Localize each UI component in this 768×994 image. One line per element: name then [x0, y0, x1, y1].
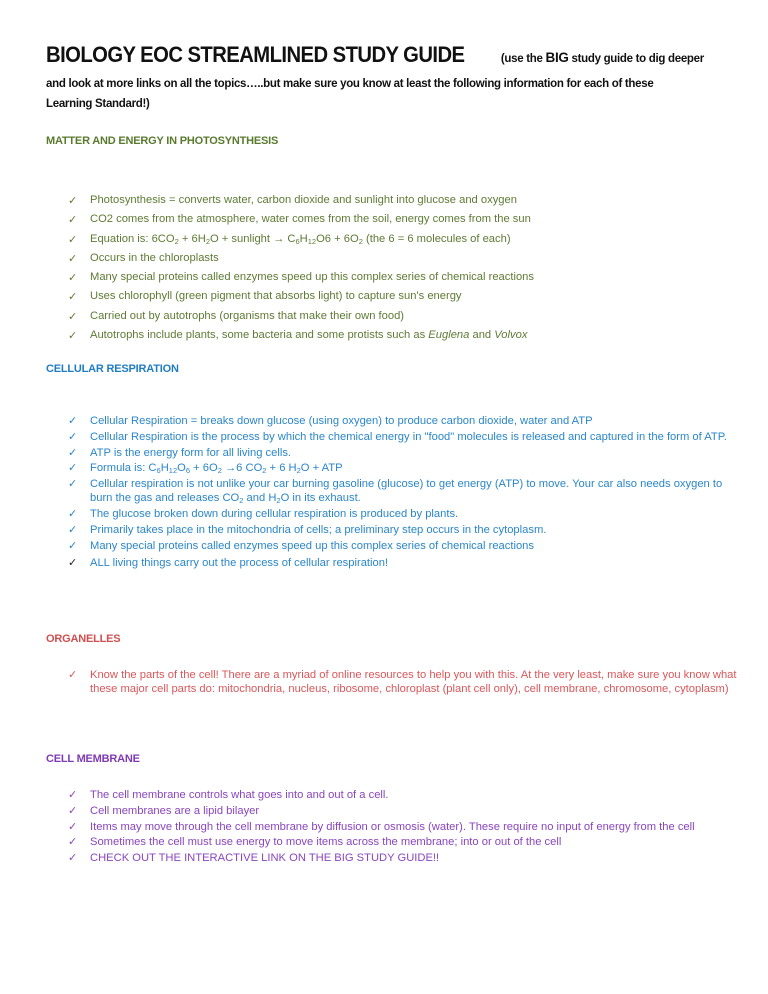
- subscript: 2: [217, 466, 222, 476]
- formula-part: + 6 H: [266, 462, 297, 475]
- equation-part: O + sunlight → C: [209, 232, 296, 245]
- list-item: [68, 668, 738, 696]
- text-part: and: [469, 329, 495, 342]
- list-item: [68, 556, 738, 570]
- list-item: [68, 249, 738, 268]
- list-item-text: The cell membrane controls what goes into and out of a cell.: [90, 789, 389, 801]
- checkmark-icon: ✓: [68, 507, 78, 521]
- checkmark-icon: ✓: [68, 194, 78, 207]
- checkmark-icon: ✓: [68, 290, 78, 304]
- list-item-text: [90, 233, 511, 245]
- list-item: [68, 539, 738, 553]
- subscript: 2: [358, 236, 363, 246]
- list-item: [68, 210, 738, 229]
- list-item: [68, 307, 738, 326]
- list-item: [68, 430, 738, 444]
- heading-cellular-respiration: CELLULAR RESPIRATION: [46, 363, 179, 375]
- checkmark-icon: ✓: [68, 213, 78, 227]
- list-item-text: CO2 comes from the atmosphere, water comes from the soil, energy comes from the sun: [90, 213, 531, 226]
- subscript: 12: [307, 236, 317, 246]
- formula-part: H: [160, 462, 169, 475]
- checkmark-icon: ✓: [68, 851, 78, 865]
- species-name: Volvox: [494, 329, 528, 342]
- list-item: [68, 820, 738, 834]
- title-note-big: BIG: [545, 50, 569, 65]
- list-item: [68, 523, 738, 537]
- heading-organelles: ORGANELLES: [46, 633, 121, 645]
- list-item: [68, 788, 738, 802]
- subscript: 2: [174, 236, 179, 246]
- list-item: [68, 446, 738, 460]
- formula-part: O + ATP: [300, 462, 343, 475]
- photosynthesis-list: [68, 191, 738, 345]
- list-item-text: The glucose broken down during cellular respiration is produced by plants.: [90, 508, 459, 521]
- formula-part: + 6O: [190, 462, 218, 475]
- title-note: [500, 50, 704, 65]
- checkmark-icon: ✓: [68, 477, 78, 491]
- title-line: [46, 44, 746, 66]
- respiration-list: [68, 414, 738, 572]
- formula-part: O: [177, 462, 186, 475]
- list-item-text: ALL living things carry out the process of cellular respiration!: [90, 556, 389, 569]
- membrane-list: [68, 788, 738, 867]
- checkmark-icon: ✓: [68, 414, 78, 427]
- species-name: Euglena: [428, 329, 470, 342]
- subscript: 6: [295, 236, 300, 246]
- checkmark-icon: ✓: [68, 251, 78, 265]
- list-item-text: Photosynthesis = converts water, carbon dioxide and sunlight into glucose and oxygen: [90, 194, 517, 206]
- title-note-line2: and look at more links on all the topics…..but make sure you know at least the following information for each of these: [46, 78, 654, 90]
- text-part: O in its exhaust.: [280, 492, 361, 505]
- list-item: [68, 414, 738, 428]
- list-item-text: Many special proteins called enzymes speed up this complex series of chemical reactions: [90, 539, 534, 552]
- list-item: [68, 804, 738, 818]
- list-item-text: Cellular Respiration = breaks down glucose (using oxygen) to produce carbon dioxide, water and ATP: [90, 415, 593, 427]
- list-item-text: Cellular Respiration is the process by which the chemical energy in "food" molecules is released and captured in the form of ATP.: [90, 430, 727, 443]
- list-item-text: Many special proteins called enzymes speed up this complex series of chemical reactions: [90, 271, 534, 284]
- checkmark-icon: ✓: [68, 461, 78, 475]
- text-part: Cellular respiration is not unlike your car burning gasoline (glucose) to get energy (ATP) to move. Your car also needs oxygen to burn the gas and releases CO: [90, 478, 723, 505]
- document-title-block: [46, 44, 746, 110]
- list-item-text: Occurs in the chloroplasts: [90, 251, 219, 264]
- list-item-text: [90, 462, 343, 474]
- list-item-text: Uses chlorophyll (green pigment that absorbs light) to capture sun's energy: [90, 290, 462, 303]
- subscript: 2: [205, 236, 210, 246]
- text-part: Autotrophs include plants, some bacteria and some protists such as: [90, 329, 429, 342]
- subscript: 2: [276, 496, 281, 506]
- checkmark-icon: ✓: [68, 819, 78, 833]
- list-item-text: Cell membranes are a lipid bilayer: [90, 804, 260, 817]
- checkmark-icon: ✓: [68, 329, 78, 343]
- subscript: 6: [156, 466, 161, 476]
- title-note-rest: study guide to dig deeper: [568, 53, 704, 65]
- list-item-text: [90, 329, 527, 341]
- equation-part: O6 + 6O: [316, 232, 359, 245]
- checkmark-icon: ✓: [68, 788, 78, 801]
- checkmark-icon: ✓: [68, 429, 78, 443]
- list-item: [68, 477, 738, 505]
- list-item: [68, 230, 738, 249]
- organelles-list: [68, 668, 738, 698]
- list-item-text: Sometimes the cell must use energy to move items across the membrane; into or out of the cell: [90, 836, 562, 849]
- list-item-text: Primarily takes place in the mitochondria of cells; a preliminary step occurs in the cytoplasm.: [90, 523, 547, 536]
- text-part: and H: [243, 492, 277, 505]
- subscript: 2: [262, 466, 267, 476]
- equation-part: H: [299, 232, 308, 245]
- list-item: [68, 191, 738, 210]
- checkmark-icon: ✓: [68, 555, 78, 569]
- title-note-line3: Learning Standard!): [46, 97, 150, 110]
- checkmark-icon: ✓: [68, 309, 78, 323]
- list-item-text: [90, 478, 722, 504]
- title-note-open: (use the: [500, 53, 546, 65]
- subscript: 2: [239, 496, 244, 506]
- checkmark-icon: ✓: [68, 522, 78, 536]
- heading-photosynthesis: MATTER AND ENERGY IN PHOTOSYNTHESIS: [46, 135, 279, 147]
- checkmark-icon: ✓: [68, 803, 78, 817]
- checkmark-icon: ✓: [68, 835, 78, 849]
- list-item-text: Carried out by autotrophs (organisms that make their own food): [90, 309, 405, 322]
- list-item-text: Know the parts of the cell! There are a myriad of online resources to help you with this. At the very least, make sure you know what these major cell parts do: mitochondria, nucleus, ribosome, chloroplast (plant cell only), cell membrane, chromosome, cytoplasm): [90, 669, 737, 696]
- list-item: [68, 507, 738, 521]
- document-title: BIOLOGY EOC STREAMLINED STUDY GUIDE: [46, 42, 465, 67]
- list-item: [68, 287, 738, 306]
- equation-part: + 6H: [178, 232, 206, 245]
- list-item: [68, 835, 738, 849]
- checkmark-icon: ✓: [68, 668, 78, 681]
- list-item: [68, 461, 738, 475]
- subscript: 6: [185, 466, 190, 476]
- checkmark-icon: ✓: [68, 445, 78, 459]
- equation-part: Equation is: 6CO: [90, 232, 175, 245]
- formula-part: →6 CO: [221, 462, 263, 475]
- heading-cell-membrane: CELL MEMBRANE: [46, 753, 140, 765]
- equation-part: (the 6 = 6 molecules of each): [362, 232, 511, 245]
- subscript: 12: [168, 466, 178, 476]
- checkmark-icon: ✓: [68, 232, 78, 246]
- list-item: [68, 268, 738, 287]
- checkmark-icon: ✓: [68, 271, 78, 285]
- checkmark-icon: ✓: [68, 538, 78, 552]
- formula-part: Formula is: C: [90, 462, 157, 475]
- list-item-text: Items may move through the cell membrane by diffusion or osmosis (water). These require no input of energy from the cell: [90, 820, 695, 833]
- subscript: 2: [296, 466, 301, 476]
- list-item-text: ATP is the energy form for all living cells.: [90, 446, 292, 459]
- list-item: [68, 326, 738, 345]
- list-item-text[interactable]: CHECK OUT THE INTERACTIVE LINK ON THE BIG STUDY GUIDE!!: [90, 852, 440, 865]
- list-item: [68, 851, 738, 865]
